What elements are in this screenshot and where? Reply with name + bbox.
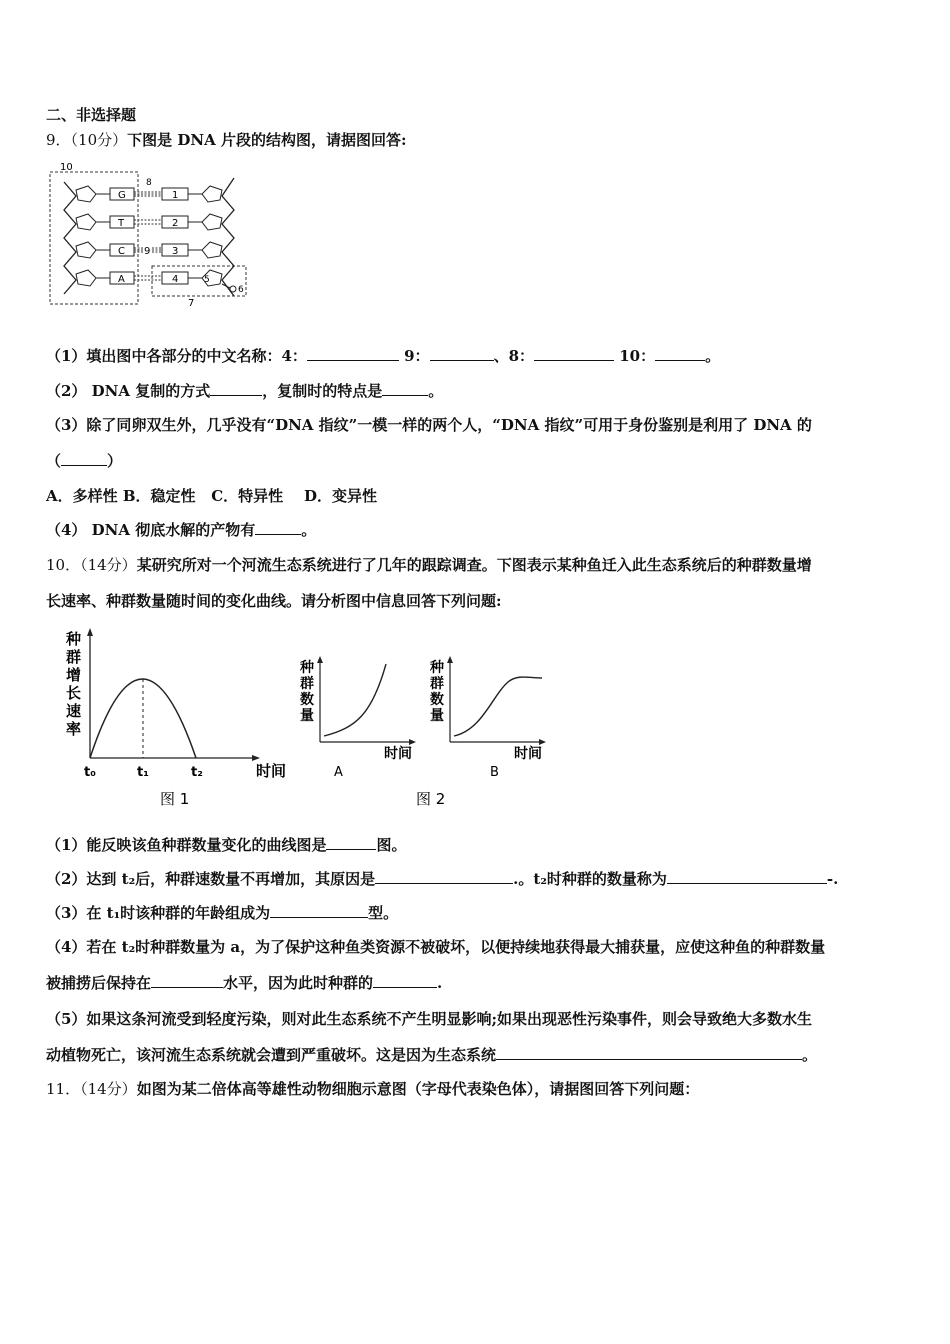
fig-label-6: 6: [238, 285, 244, 295]
fig1-ylabel-6: 率: [66, 720, 82, 738]
fig-base-G: G: [118, 190, 126, 201]
q9-p4-text: （4） DNA 彻底水解的产物有: [46, 521, 256, 539]
q10-stem-1: [46, 554, 812, 575]
fig1-xlabel: 时间: [256, 762, 287, 780]
fig-base-T: T: [118, 218, 125, 229]
figure-1-growth-rate: [60, 626, 300, 812]
q9-score: （10分）: [70, 131, 128, 149]
fig2-label-b: B: [490, 765, 499, 780]
q10-stem-text-1: 某研究所对一个河流生态系统进行了几年的跟踪调查。下图表示某种鱼迁入此生态系统后的种群数量增: [136, 556, 812, 574]
q9-p1-9: 9：: [404, 347, 430, 365]
q10-stem-2: 长速率、种群数量随时间的变化曲线。请分析图中信息回答下列问题:: [46, 592, 502, 610]
q10-p4-end: .: [437, 974, 443, 992]
fig1-ylabel-5: 速: [66, 702, 82, 720]
q9-stem-text: 下图是 DNA 片段的结构图，请据图回答:: [127, 131, 407, 149]
q11-stem-text: 如图为某二倍体高等雄性动物细胞示意图（字母代表染色体），请据图回答下列问题：: [136, 1080, 700, 1098]
fig-label-7: 7: [188, 298, 195, 309]
fig-label-10: 10: [60, 162, 73, 173]
q10-part-5-line-2: [46, 1044, 817, 1065]
fig2-caption: 图 2: [416, 790, 446, 808]
q10-number: 10．: [46, 556, 81, 574]
q11-number: 11．: [46, 1080, 81, 1098]
fig2-label-a: A: [334, 765, 343, 780]
fig2a-ylabel-2: 群: [300, 676, 314, 692]
blank-4[interactable]: [307, 346, 399, 361]
fig1-ylabel-4: 长: [66, 684, 82, 702]
section-title: 二、非选择题: [46, 106, 137, 124]
fig2b-ylabel-2: 群: [430, 676, 444, 692]
fig2b-xlabel: 时间: [514, 746, 542, 762]
fig1-caption: 图 1: [160, 790, 190, 808]
fig2a-xlabel: 时间: [384, 746, 412, 762]
fig2a-ylabel-3: 数: [300, 692, 314, 708]
blank-10[interactable]: [655, 346, 705, 361]
q10-p5-end: 。: [802, 1046, 818, 1064]
q9-part-4: [46, 519, 316, 540]
fig2a-ylabel-1: 种: [300, 660, 314, 676]
figure-2-population: [296, 656, 556, 812]
fig-base-A: A: [118, 274, 125, 285]
fig-base-C: C: [118, 246, 125, 257]
blank-replication-mode[interactable]: [210, 381, 262, 396]
blank-ecosystem-reason[interactable]: [496, 1045, 802, 1060]
fig-num-2: 2: [172, 218, 179, 229]
blank-population-property[interactable]: [373, 973, 437, 988]
q9-part-1: [46, 345, 720, 366]
q10-p2-mid: .。t₂时种群的数量称为: [513, 870, 667, 888]
fig1-ylabel-2: 群: [66, 648, 82, 666]
fig2b-ylabel-1: 种: [430, 660, 444, 676]
q9-number: 9．: [46, 131, 71, 149]
q9-part-2: [46, 380, 443, 401]
q10-part-3: [46, 902, 398, 923]
q10-score: （14分）: [80, 556, 137, 574]
q10-part-5-line-1: （5）如果这条河流受到轻度污染，则对此生态系统不产生明显影响;如果出现恶性污染事件，则会导致绝大多数水生: [46, 1010, 812, 1028]
fig-num-4: 4: [172, 274, 179, 285]
blank-age-structure[interactable]: [270, 903, 368, 918]
fig1-t1: t₁: [137, 765, 149, 780]
q10-p5-text: 动植物死亡，该河流生态系统就会遭到严重破坏。这是因为生态系统: [46, 1046, 497, 1064]
q9-p2-mid: ，复制时的特点是: [262, 382, 383, 400]
q10-p3-end: 型。: [368, 904, 399, 922]
q9-p2-text: （2） DNA 复制的方式: [46, 382, 211, 400]
fig2b-ylabel-3: 数: [430, 692, 444, 708]
fig-label-9: 9: [144, 246, 151, 257]
blank-9[interactable]: [430, 346, 494, 361]
q9-part-3: （3）除了同卵双生外，几乎没有“DNA 指纹”一模一样的两个人，“DNA 指纹”可用于身份鉴别是利用了 DNA 的: [46, 416, 812, 434]
q9-p1-text: （1）填出图中各部分的中文名称：4：: [46, 347, 307, 365]
q10-p4-mid: 水平，因为此时种群的: [223, 974, 374, 992]
paren-right: ）: [107, 452, 123, 470]
blank-population-name[interactable]: [667, 869, 827, 884]
fig1-ylabel-3: 增: [66, 666, 82, 684]
blank-dna-fingerprint[interactable]: [61, 451, 107, 466]
blank-curve-figure[interactable]: [326, 835, 376, 850]
q10-p4-text: 被捕捞后保持在: [46, 974, 152, 992]
fig2b-ylabel-4: 量: [430, 708, 444, 724]
blank-hydrolysis-products[interactable]: [255, 520, 301, 535]
q11-score: （14分）: [80, 1080, 137, 1098]
q9-p1-end: 。: [705, 347, 721, 365]
q9-p2-end: 。: [428, 382, 444, 400]
fig-num-1: 1: [172, 190, 179, 201]
q10-part-4-line-1: （4）若在 t₂时种群数量为 a，为了保护这种鱼类资源不被破坏，以便持续地获得最大捕获量，应使这种鱼的种群数量: [46, 938, 826, 956]
q9-p1-10: 10：: [619, 347, 656, 365]
q10-part-1: [46, 834, 406, 855]
blank-reason[interactable]: [375, 869, 513, 884]
q10-p2-end: -.: [826, 870, 839, 888]
dna-structure-figure: [46, 160, 256, 310]
q9-options: A．多样性 B．稳定性 C．特异性 D．变异性: [46, 487, 378, 505]
paren-left: （: [46, 452, 62, 470]
q10-p1-text: （1）能反映该鱼种群数量变化的曲线图是: [46, 836, 327, 854]
blank-8[interactable]: [534, 346, 614, 361]
q10-p3-text: （3）在 t₁时该种群的年龄组成为: [46, 904, 271, 922]
fig1-t2: t₂: [191, 765, 203, 780]
q10-p2-text: （2）达到 t₂后，种群速数量不再增加，其原因是: [46, 870, 376, 888]
fig1-ylabel-1: 种: [66, 630, 82, 648]
blank-replication-feature[interactable]: [382, 381, 428, 396]
q10-part-4-line-2: [46, 972, 442, 993]
q10-p1-end: 图。: [376, 836, 407, 854]
q11-stem: [46, 1078, 699, 1099]
fig2a-ylabel-4: 量: [300, 708, 314, 724]
q9-stem: [46, 129, 406, 150]
q10-part-2: [46, 868, 838, 889]
fig1-t0: t₀: [84, 765, 96, 780]
blank-level[interactable]: [151, 973, 223, 988]
q9-part-3-answer: [46, 450, 122, 471]
fig-label-8: 8: [146, 178, 152, 188]
fig-num-3: 3: [172, 246, 179, 257]
q9-p1-8: 、8：: [493, 347, 534, 365]
fig-label-5: 5: [204, 275, 210, 285]
q9-p4-end: 。: [301, 521, 317, 539]
